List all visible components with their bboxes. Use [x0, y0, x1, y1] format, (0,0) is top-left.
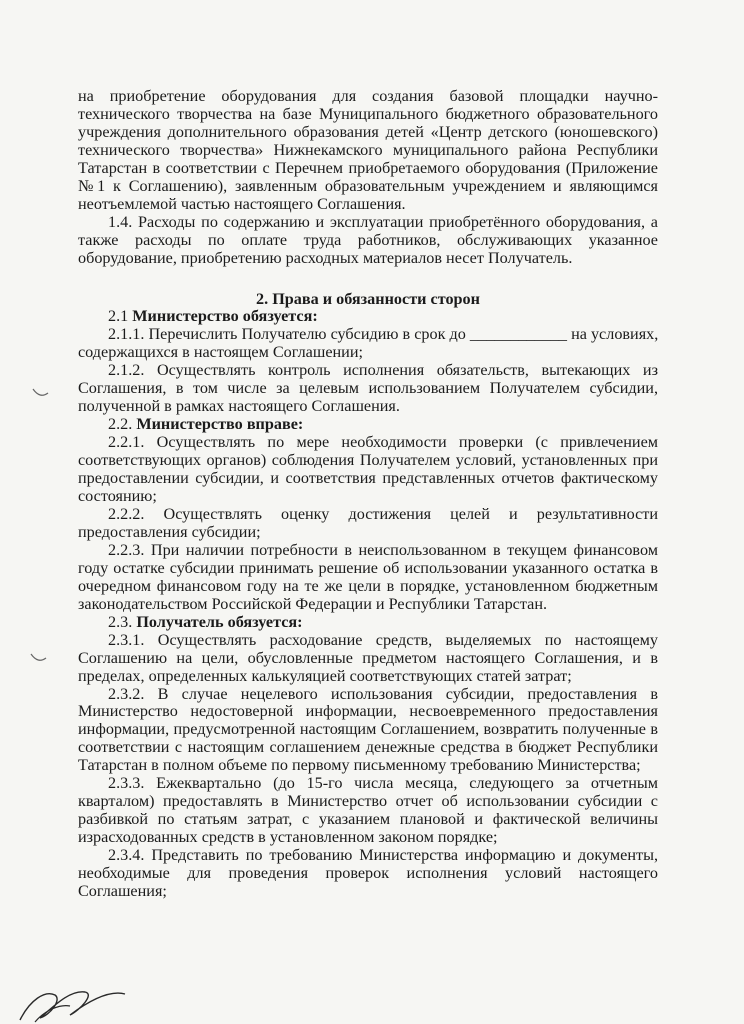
- subsection-title: Министерство обязуется:: [132, 307, 318, 326]
- text-line: Соглашения;: [78, 881, 167, 900]
- subsection-2-2-title: [78, 416, 658, 434]
- paragraph-2-2-1: [78, 434, 658, 506]
- text-line: Соглашения, в том числе за целевым использованием Получателем субсидии,: [78, 379, 658, 398]
- subsection-number: 2.3.: [108, 612, 137, 631]
- text-line: технического творчества на базе Муниципального бюджетного образовательного: [78, 104, 658, 123]
- paragraph-2-1-1: [78, 326, 658, 362]
- signature-image: [0, 960, 140, 1024]
- text-line: состоянию;: [78, 487, 157, 506]
- text-line: оборудование, приобретению расходных материалов несет Получатель.: [78, 248, 573, 267]
- text-line: Татарстан в соответствии с Перечнем приобретаемого оборудования (Приложение: [78, 158, 658, 177]
- text-line: 2.3.1. Осуществлять расходование средств, выделяемых по настоящему: [108, 630, 658, 649]
- paragraph-2-1-2: [78, 362, 658, 416]
- paragraph-2-2-3: [78, 542, 658, 614]
- text-line: предоставления субсидии;: [78, 522, 261, 541]
- text-line: 2.3.2. В случае нецелевого использования субсидии, предоставления в: [108, 684, 658, 703]
- text-line: информации, предусмотренной настоящим Соглашением, возвратить полученные в: [78, 720, 658, 739]
- text-line: предоставлении субсидии, и соответствия представленных отчетов фактическому: [78, 469, 658, 488]
- scan-mark-left-1: [30, 385, 50, 405]
- text-line: году остатке субсидии принимать решение об использовании указанного остатка в: [78, 558, 658, 577]
- text-line: разбивкой по статьям затрат, с указанием плановой и фактической величины: [78, 810, 658, 829]
- text-line: Соглашению на цели, обусловленные предметом настоящего Соглашения, и в: [78, 648, 658, 667]
- subsection-number: 2.2.: [108, 415, 137, 434]
- text-line: очередном финансовом году на те же цели в порядке, установленном бюджетным: [78, 576, 658, 595]
- paragraph-2-2-2: [78, 506, 658, 542]
- paragraph-2-3-4: [78, 847, 658, 901]
- intro-paragraph: [78, 88, 658, 214]
- text-line: 1.4. Расходы по содержанию и эксплуатации приобретённого оборудования, а: [108, 212, 658, 231]
- text-line: необходимые для проведения проверок исполнения условий настоящего: [78, 864, 658, 883]
- text-line: законодательством Российской Федерации и Республики Татарстан.: [78, 594, 548, 613]
- text-line: учреждения дополнительного образования детей «Центр детского (юношевского): [78, 122, 658, 141]
- scan-mark-left-2: [28, 650, 48, 670]
- text-line: 2.3.3. Ежеквартально (до 15-го числа месяца, следующего за отчетным: [108, 774, 658, 793]
- subsection-2-3-title: [78, 614, 658, 632]
- paragraph-2-3-3: [78, 775, 658, 847]
- text-line: Министерство недостоверной информации, несвоевременного предоставления: [78, 702, 658, 721]
- text-line: 2.2.1. Осуществлять по мере необходимости проверки (с привлечением: [108, 433, 658, 452]
- text-line: соответствующих органов) соблюдения Получателем условий, установленных при: [78, 451, 658, 470]
- text-line: полученной в рамках настоящего Соглашения.: [78, 397, 400, 416]
- text-line: также расходы по оплате труда работников, обслуживающих указанное: [78, 230, 658, 249]
- text-line: 2.3.4. Представить по требованию Министерства информацию и документы,: [108, 846, 658, 865]
- text-line: Татарстан в полном объеме по первому письменному требованию Министерства;: [78, 756, 641, 775]
- text-line: израсходованных средств в установленном законом порядке;: [78, 828, 498, 847]
- text-line: 2.2.3. При наличии потребности в неиспользованном в текущем финансовом: [108, 540, 658, 559]
- text-line: соответствии с настоящим соглашением денежные средства в бюджет Республики: [78, 738, 658, 757]
- subsection-number: 2.1: [108, 307, 133, 326]
- text-line: на приобретение оборудования для создания базовой площадки научно-: [78, 87, 658, 105]
- paragraph-2-3-1: [78, 632, 658, 686]
- text-line: 2.1.2. Осуществлять контроль исполнения обязательств, вытекающих из: [108, 361, 658, 380]
- paragraph-1-4: [78, 214, 658, 268]
- text-line: неотъемлемой частью настоящего Соглашения.: [78, 194, 406, 213]
- text-line: содержащихся в настоящем Соглашении;: [78, 343, 363, 362]
- text-line: №1 к Соглашению), заявленным образовательным учреждением и являющимся: [78, 176, 658, 195]
- subsection-title: Министерство вправе:: [136, 415, 304, 434]
- text-line: кварталом) предоставлять в Министерство отчет об использовании субсидии с: [78, 792, 658, 811]
- text-line: пределах, определенных калькуляцией соответствующих статей затрат;: [78, 666, 572, 685]
- text-line: технического творчества» Нижнекамского муниципального района Республики: [78, 140, 658, 159]
- text-line: 2.1.1. Перечислить Получателю субсидию в срок до ____________ на условиях,: [108, 325, 659, 344]
- subsection-title: Получатель обязуется:: [136, 612, 303, 631]
- subsection-2-1-title: [78, 308, 658, 326]
- text-line: 2.2.2. Осуществлять оценку достижения целей и результативности: [108, 504, 658, 523]
- document-page: [78, 88, 658, 901]
- paragraph-2-3-2: [78, 686, 658, 776]
- section-heading: 2. Права и обязанности сторон: [256, 289, 480, 308]
